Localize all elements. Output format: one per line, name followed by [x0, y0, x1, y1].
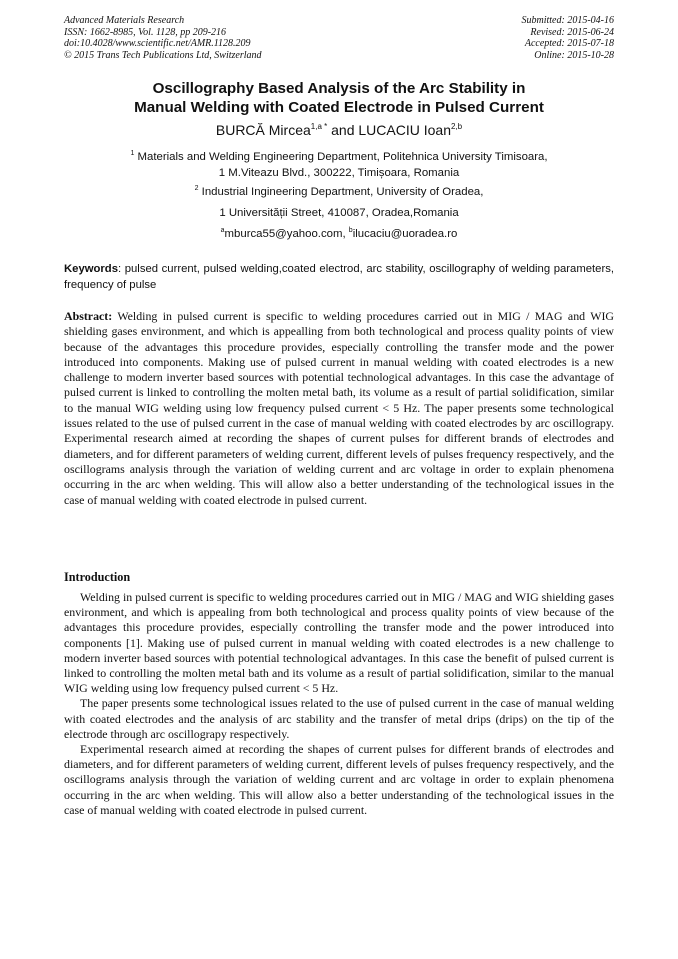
intro-paragraph-3: Experimental research aimed at recording the shapes of current pulses for different brands of electrodes and diameters, and for different parameters of welding current, different levels of pulses frequency respectively, and the oscillograms analysis through the variation of welding current and arc voltage in order to explain phenomena occurring in the arc when welding. This will allow also a better understanding of the technological issues in the case of manual welding with coated electrode in pulsed current. [64, 742, 614, 817]
author-2-superscript: 2,b [450, 122, 463, 131]
affiliation-2-department: Industrial Ingineering Department, University of Oradea, [198, 186, 484, 198]
copyright-line: © 2015 Trans Tech Publications Ltd, Switzerland [64, 49, 262, 61]
email-list [64, 227, 614, 243]
introduction-heading: Introduction [64, 570, 131, 584]
keywords-block [64, 262, 614, 293]
paper-title [64, 79, 614, 117]
submitted-date: Submitted: 2015-04-16 [521, 15, 614, 26]
keywords-label: Keywords [64, 263, 118, 275]
online-date: Online: 2015-10-28 [534, 49, 614, 61]
affiliation-1-line-1 [64, 150, 614, 166]
author-2: LUCACIU Ioan [358, 122, 451, 138]
author-1-superscript: 1,a * [310, 122, 328, 131]
email-line [64, 227, 614, 243]
affiliation-1 [64, 150, 614, 181]
affiliation-1-address: 1 M.Viteazu Blvd., 300222, Timișoara, Romania [218, 166, 460, 179]
issn-line: ISSN: 1662-8985, Vol. 1128, pp 209-216 [64, 26, 227, 38]
header-right [522, 15, 615, 61]
email-b: ilucaciu@uoradea.ro [352, 228, 458, 240]
intro-paragraph-2: The paper presents some technological issues related to the use of pulsed current in the case of manual welding with coated electrodes and the analysis of arc stability and the transfer of metal drips (drips) on the tip of the electrode through arc oscillograpy respectively. [64, 696, 614, 741]
affiliation-2-number: 2 [194, 185, 199, 192]
affiliation-2-address-block [64, 206, 614, 222]
email-a: mburca55@yahoo.com, [224, 228, 349, 240]
abstract-label: Abstract: [64, 309, 113, 323]
email-a-superscript: a [220, 227, 225, 234]
author-1: BURCĂ Mircea [215, 122, 311, 138]
abstract-block [64, 309, 614, 508]
keywords-text: : pulsed current, pulsed welding,coated electrod, arc stability, oscillography of welding parameters, frequency of pulse [64, 263, 614, 291]
journal-name: Advanced Materials Research [64, 15, 185, 26]
affiliation-1-department: Materials and Welding Engineering Department, Politehnica University Timisoara, [134, 151, 548, 163]
author-list [64, 121, 614, 139]
author-conjunction: and [327, 122, 359, 138]
email-b-superscript: b [348, 227, 353, 234]
affiliation-1-number: 1 [130, 150, 135, 157]
accepted-date: Accepted: 2015-07-18 [524, 38, 614, 49]
revised-date: Revised: 2015-06-24 [530, 26, 614, 38]
title-line-1: Oscillography Based Analysis of the Arc Stability in [152, 80, 526, 97]
affiliation-2-line-1 [64, 185, 614, 201]
abstract-text: Welding in pulsed current is specific to welding procedures carried out in MIG / MAG and WIG shielding gases environment, and which is appealling from both technological and process quality points of view because of the advantages this procedure provides, especially controlling the transfer mode and the power introduced into components. Making use of pulsed current in manual welding with coated electrodes is a new challenge to modern inverter based sources with potential technological advantages. In this case the advantage of pulsed current is linked to controlling the molten metal bath, its volume as a result of partial solidification, similar to the manual WIG welding using low frequency pulsed current < 5 Hz. The paper presents some technological issues related to the use of pulsed current in the case of manual welding with coated electrodes by arc oscillograpy. Experimental research aimed at recording the shapes of current pulses for different brands of electrodes and diameters, and for different parameters of welding current, different levels of pulses frequency respectively, and the oscillograms analysis through the variation of welding current and arc voltage in order to explain phenomena occurring in the arc when welding. This will allow also a better understanding of the technological issues in the case of manual welding with coated electrode in pulsed current. [64, 309, 614, 507]
introduction-body [64, 590, 614, 818]
doi-line: doi:10.4028/www.scientific.net/AMR.1128.209 [64, 38, 251, 49]
title-line-2: Manual Welding with Coated Electrode in Pulsed Current [134, 99, 544, 116]
affiliation-2 [64, 185, 614, 201]
affiliation-2-address: 1 Universității Street, 410087, Oradea,Romania [219, 207, 459, 219]
intro-paragraph-1: Welding in pulsed current is specific to welding procedures carried out in MIG / MAG and WIG shielding gases environment, and which is appealing from both technological and process quality points of view because of the advantages this procedure provides, especially controlling the transfer mode and the power introduced into components [1]. Making use of pulsed current in manual welding with coated electrodes is a new challenge to modern inverter based sources with potential technological advantages. In this case the benefit of pulsed current is linked to controlling the molten metal bath and its volume as a result of partial solidification, similar to the manual WIG welding using low frequency pulsed current < 5 Hz. [64, 590, 614, 696]
header-left [64, 15, 262, 61]
